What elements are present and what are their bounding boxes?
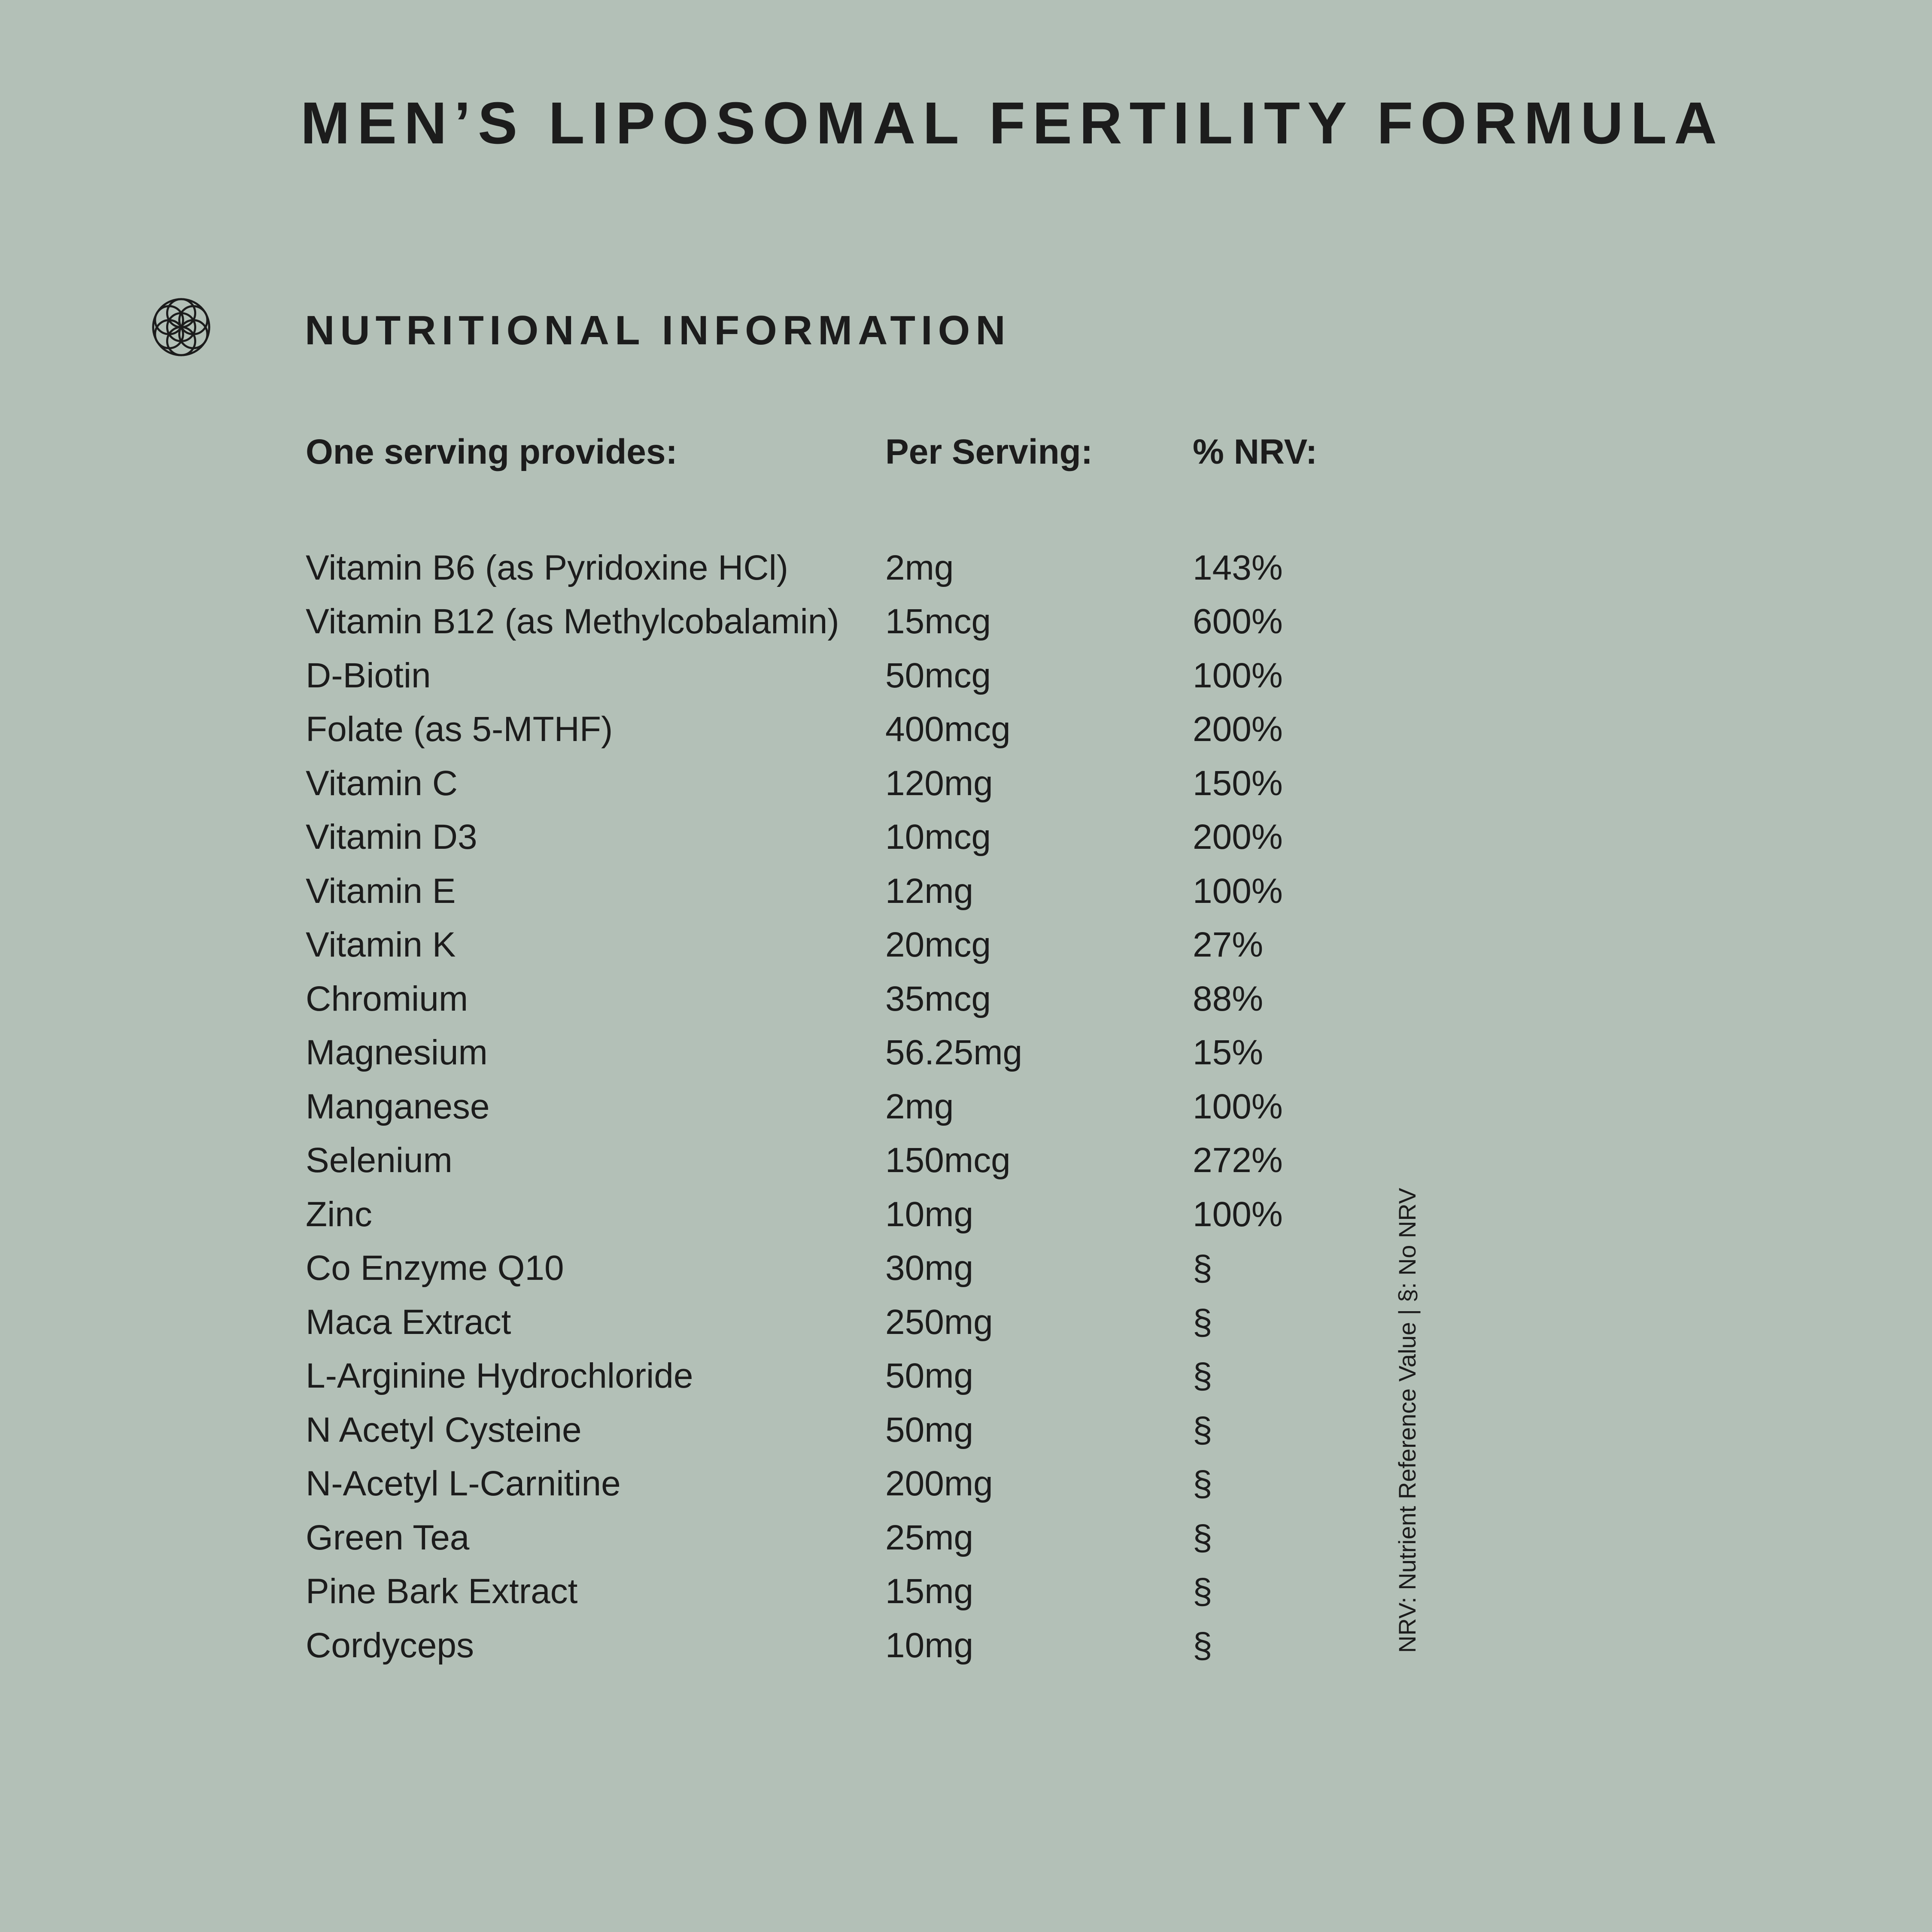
per-serving-value: 2mg: [885, 548, 954, 587]
nrv-value: §: [1193, 1464, 1212, 1504]
table-row: [306, 1080, 1321, 1134]
nutrient-name: L-Arginine Hydrochloride: [306, 1356, 693, 1396]
nutrient-name: D-Biotin: [306, 656, 431, 695]
nutrient-name: N-Acetyl L-Carnitine: [306, 1464, 621, 1504]
nrv-value: 100%: [1193, 1194, 1283, 1234]
table-row: [306, 1242, 1321, 1296]
per-serving-value: 150mcg: [885, 1141, 1011, 1180]
per-serving-value: 200mg: [885, 1464, 993, 1504]
nrv-value: 100%: [1193, 871, 1283, 911]
per-serving-value: 10mcg: [885, 817, 991, 857]
per-serving-value: 400mcg: [885, 710, 1011, 749]
table-row: [306, 649, 1321, 703]
nutrient-name: Vitamin E: [306, 871, 456, 911]
per-serving-value: 50mcg: [885, 656, 991, 695]
nrv-value: 15%: [1193, 1033, 1264, 1072]
nrv-value: §: [1193, 1625, 1212, 1665]
per-serving-value: 120mg: [885, 763, 993, 803]
per-serving-value: 10mg: [885, 1625, 974, 1665]
nutrient-name: Vitamin B6 (as Pyridoxine HCl): [306, 548, 789, 587]
nutrient-name: Selenium: [306, 1141, 453, 1180]
column-header-nrv: % NRV:: [1193, 432, 1318, 471]
nrv-footnote: NRV: Nutrient Reference Value | §: No NRV: [1394, 1188, 1421, 1653]
per-serving-value: 30mg: [885, 1249, 974, 1288]
nutrient-name: Magnesium: [306, 1033, 488, 1072]
nrv-value: 100%: [1193, 656, 1283, 695]
nutrient-name: Manganese: [306, 1087, 490, 1126]
table-row: [306, 1188, 1321, 1242]
per-serving-value: 35mcg: [885, 979, 991, 1018]
per-serving-value: 2mg: [885, 1087, 954, 1126]
nutrient-name: Pine Bark Extract: [306, 1572, 578, 1611]
nrv-value: 88%: [1193, 979, 1264, 1018]
table-row: [306, 1026, 1321, 1080]
table-row: [306, 1403, 1321, 1457]
nutrient-name: Cordyceps: [306, 1625, 474, 1665]
nrv-value: §: [1193, 1302, 1212, 1342]
nrv-value: 272%: [1193, 1141, 1283, 1180]
nutrient-name: Co Enzyme Q10: [306, 1249, 564, 1288]
nutrient-name: Vitamin B12 (as Methylcobalamin): [306, 602, 839, 641]
per-serving-value: 50mg: [885, 1356, 974, 1396]
page-title: MEN’S LIPOSOMAL FERTILITY FORMULA: [301, 90, 1724, 156]
nutrient-name: Chromium: [306, 979, 468, 1018]
section-heading: NUTRITIONAL INFORMATION: [305, 307, 1011, 353]
flower-of-life-icon: [140, 286, 222, 368]
table-row: [306, 864, 1321, 918]
per-serving-value: 15mg: [885, 1572, 974, 1611]
nutrient-name: Vitamin C: [306, 763, 458, 803]
column-header-per-serving: Per Serving:: [885, 432, 1093, 471]
per-serving-value: 10mg: [885, 1194, 974, 1234]
nutrient-list: [306, 541, 1321, 1673]
table-row: [306, 1457, 1321, 1511]
per-serving-value: 20mcg: [885, 925, 991, 965]
table-row: [306, 1295, 1321, 1349]
table-row: [306, 756, 1321, 811]
column-header-nutrient: One serving provides:: [306, 432, 677, 471]
per-serving-value: 50mg: [885, 1410, 974, 1449]
per-serving-value: 56.25mg: [885, 1033, 1023, 1072]
table-row: [306, 1134, 1321, 1188]
nutrient-name: N Acetyl Cysteine: [306, 1410, 582, 1449]
nutrient-name: Folate (as 5-MTHF): [306, 710, 613, 749]
nrv-value: 600%: [1193, 602, 1283, 641]
table-row: [306, 811, 1321, 865]
nrv-value: §: [1193, 1356, 1212, 1396]
nutrient-name: Vitamin K: [306, 925, 456, 965]
table-row: [306, 1349, 1321, 1403]
table-row: [306, 703, 1321, 757]
table-row: [306, 1565, 1321, 1619]
nutrient-name: Maca Extract: [306, 1302, 511, 1342]
nutrient-name: Vitamin D3: [306, 817, 477, 857]
nrv-value: §: [1193, 1249, 1212, 1288]
table-row: [306, 541, 1321, 595]
table-row: [306, 1619, 1321, 1673]
table-row: [306, 972, 1321, 1026]
nrv-value: 100%: [1193, 1087, 1283, 1126]
table-row: [306, 1511, 1321, 1565]
per-serving-value: 25mg: [885, 1518, 974, 1557]
nrv-value: 200%: [1193, 710, 1283, 749]
nrv-value: 27%: [1193, 925, 1264, 965]
per-serving-value: 12mg: [885, 871, 974, 911]
table-row: [306, 918, 1321, 972]
nrv-value: 143%: [1193, 548, 1283, 587]
nrv-value: §: [1193, 1410, 1212, 1449]
nrv-value: 200%: [1193, 817, 1283, 857]
nrv-value: §: [1193, 1518, 1212, 1557]
nrv-value: §: [1193, 1572, 1212, 1611]
nrv-value: 150%: [1193, 763, 1283, 803]
table-row: [306, 595, 1321, 649]
nutrient-name: Green Tea: [306, 1518, 470, 1557]
per-serving-value: 15mcg: [885, 602, 991, 641]
nutrient-name: Zinc: [306, 1194, 372, 1234]
per-serving-value: 250mg: [885, 1302, 993, 1342]
